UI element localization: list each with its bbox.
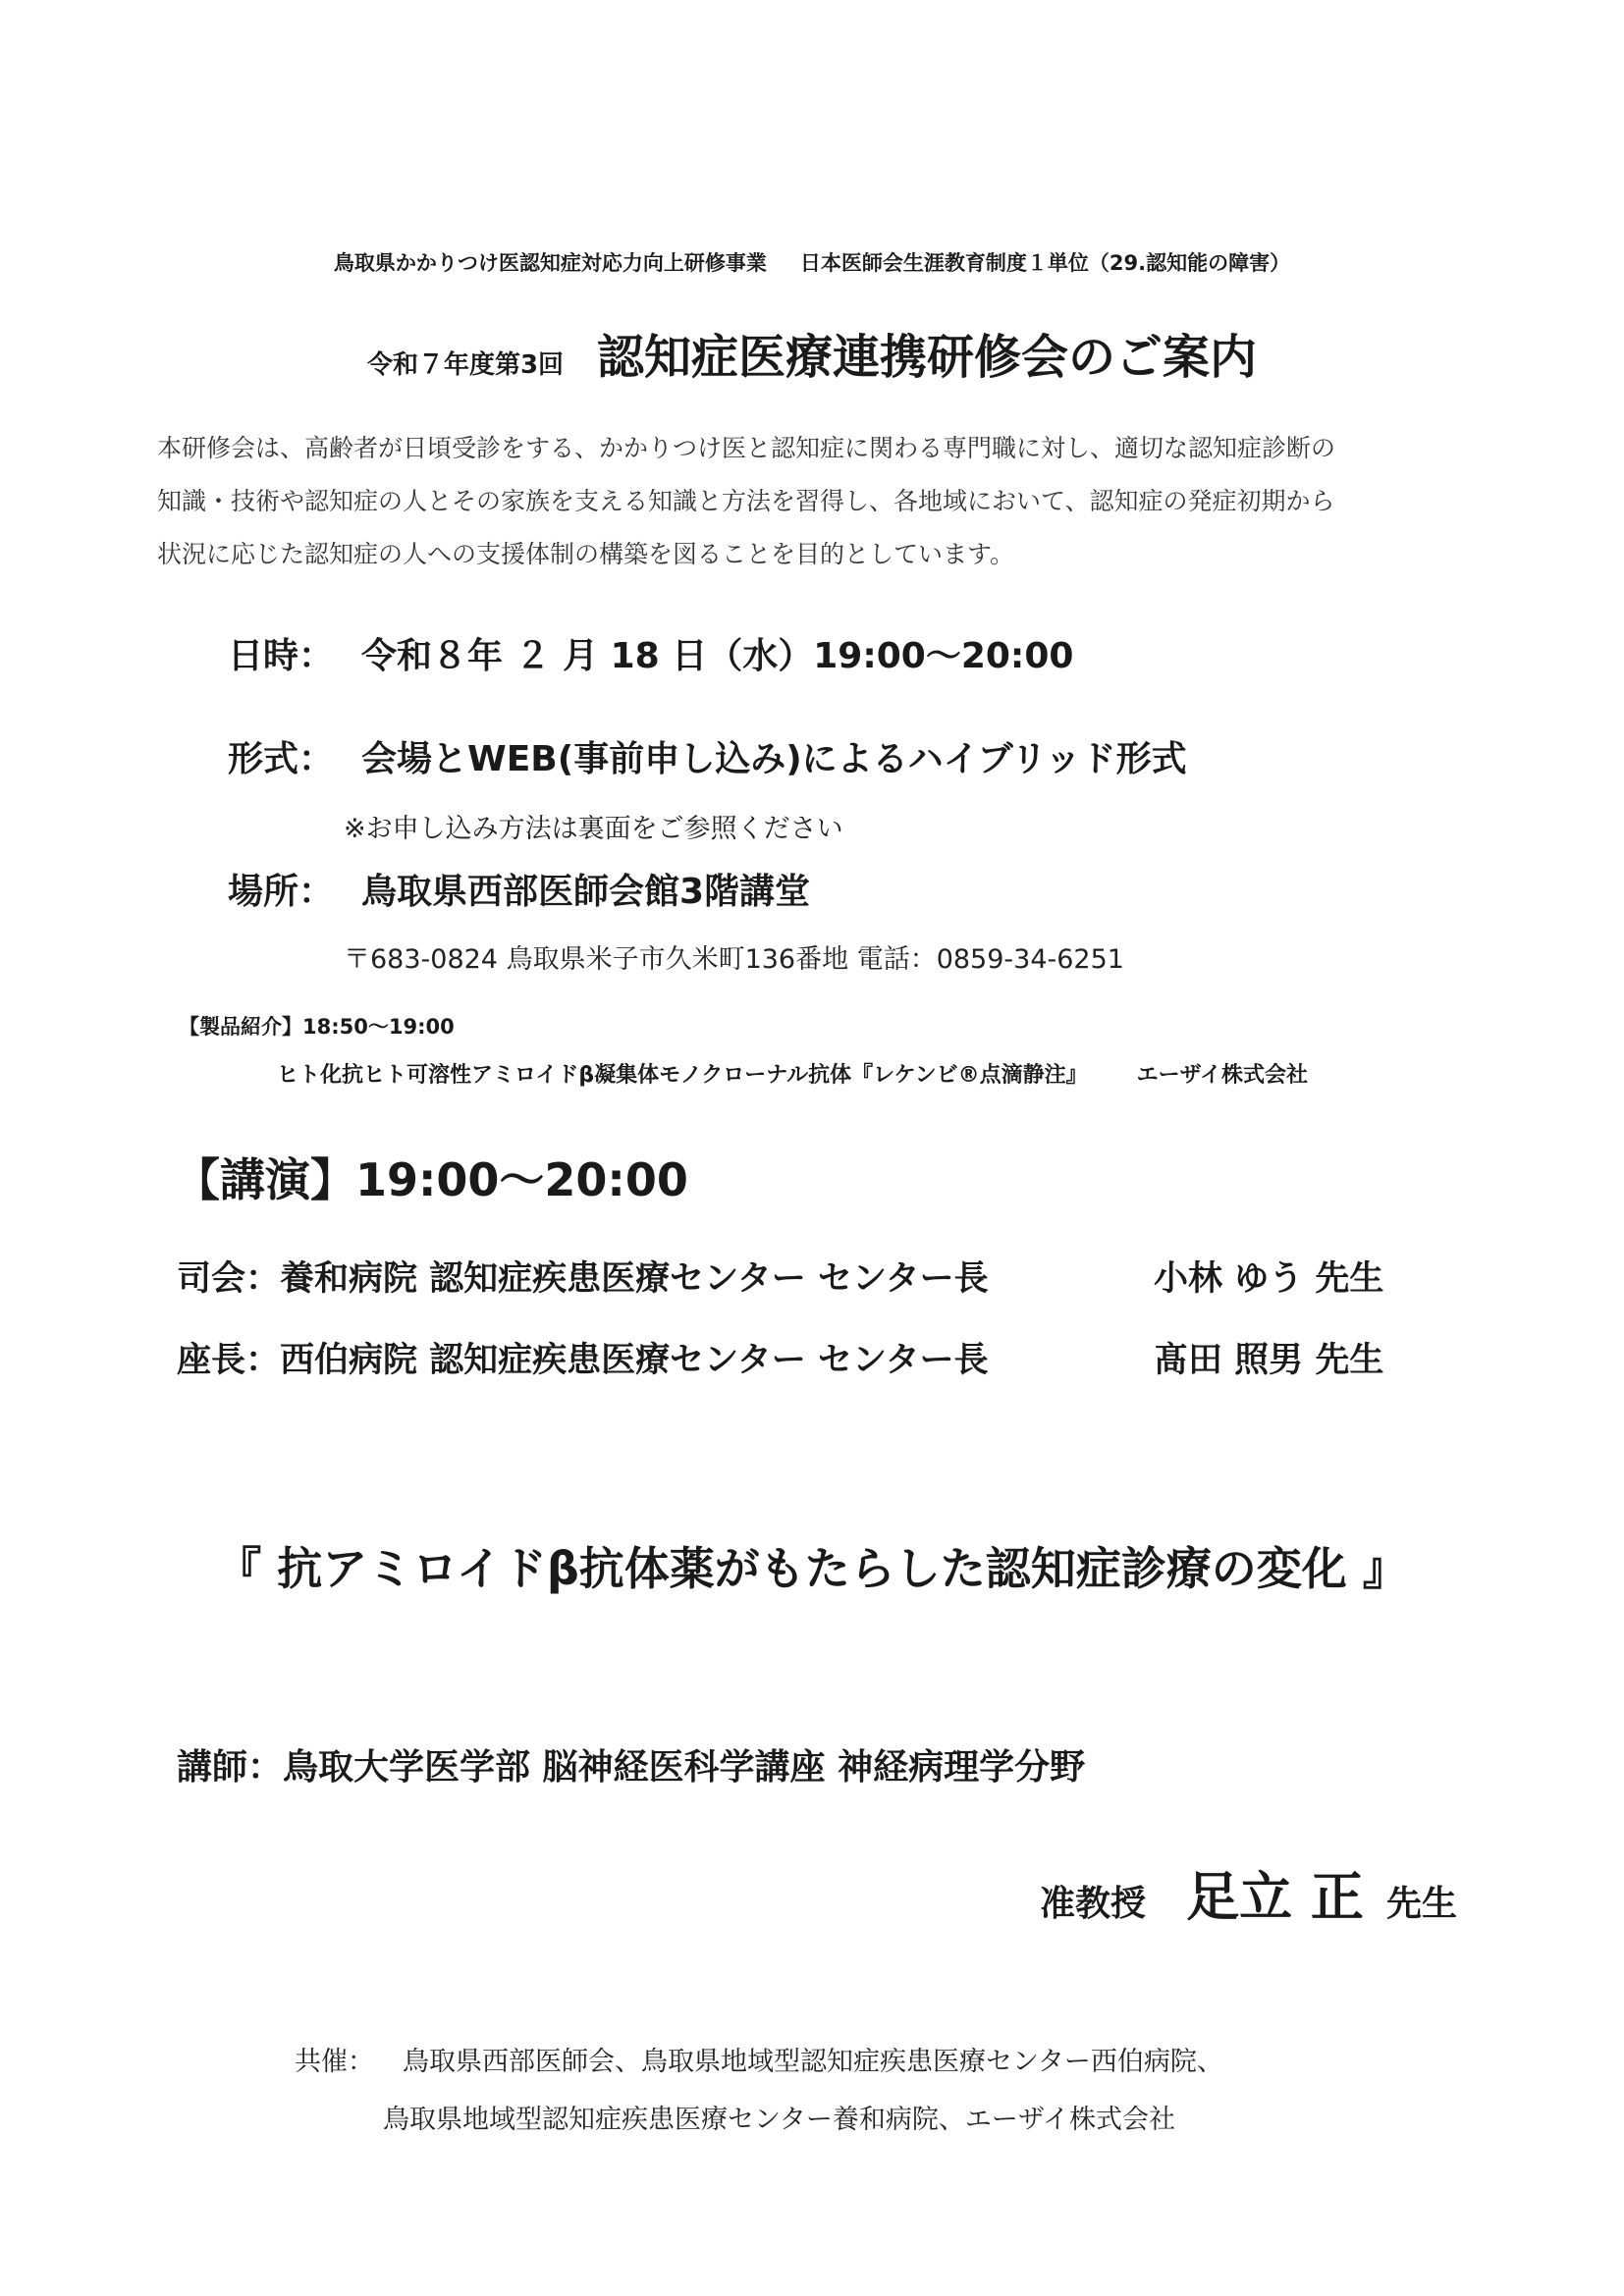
format-note: ※お申し込み方法は裏面をご参照ください [344, 814, 843, 844]
intro-line: 本研修会は、高齢者が日頃受診をする、かかりつけ医と認知症に関わる専門職に対し、適切な認知症診断の [157, 434, 1336, 462]
speaker-name: 足立 正 [1186, 1866, 1364, 1928]
intro-line: 知識・技術や認知症の人とその家族を支える知識と方法を習得し、各地域において、認知症の発症初期から [157, 487, 1335, 515]
format-label: 形式： [228, 739, 335, 779]
header-credit: 日本医師会生涯教育制度１単位（29.認知能の障害） [799, 251, 1291, 275]
cosponsors-line2: 鳥取県地域型認知症疾患医療センター養和病院、エーザイ株式会社 [383, 2105, 1176, 2135]
product-description: ヒト化抗ヒト可溶性アミロイドβ凝集体モノクローナル抗体『レケンビ®点滴静注』 [277, 1063, 1088, 1088]
title-main: 認知症医療連携研修会のご案内 [597, 330, 1258, 385]
datetime-value: 令和８年 ２ 月 18 日（水）19:00～20:00 [361, 636, 1074, 676]
chair-role: 座長：西伯病院 認知症疾患医療センター センター長 [177, 1341, 989, 1380]
header-program: 鳥取県かかりつけ医認知症対応力向上研修事業 [333, 251, 767, 275]
lecturer-affiliation: 講師：鳥取大学医学部 脳神経医科学講座 神経病理学分野 [177, 1747, 1086, 1788]
venue-address: 〒683-0824 鳥取県米子市久米町136番地 電話：0859-34-6251 [344, 944, 1124, 975]
intro-paragraph [157, 422, 1492, 581]
speaker-line [1040, 1855, 1457, 1931]
page-title [0, 319, 1624, 387]
cosponsors-line1: 鳥取県西部医師会、鳥取県地域型認知症疾患医療センター西伯病院、 [403, 2047, 1223, 2077]
product-company: エーザイ株式会社 [1136, 1063, 1309, 1088]
speaker-honorific: 先生 [1385, 1884, 1457, 1924]
product-heading: 【製品紹介】18:50～19:00 [179, 1015, 455, 1039]
venue-value: 鳥取県西部医師会館3階講堂 [361, 872, 811, 912]
speaker-title: 准教授 [1039, 1884, 1146, 1924]
moderator-role: 司会：養和病院 認知症疾患医療センター センター長 [177, 1259, 989, 1299]
lecture-theme: 『 抗アミロイドβ抗体薬がもたらした認知症診療の変化 』 [216, 1542, 1408, 1595]
datetime-label: 日時： [228, 636, 335, 676]
moderator-name: 小林 ゆう 先生 [1154, 1259, 1384, 1299]
intro-line: 状況に応じた認知症の人への支援体制の構築を図ることを目的としています。 [157, 540, 1015, 568]
venue-label: 場所： [228, 872, 335, 912]
header-line [0, 247, 1624, 277]
product-line [277, 1058, 1308, 1089]
chair-name: 髙田 照男 先生 [1154, 1341, 1384, 1380]
lecture-heading: 【講演】19:00～20:00 [175, 1153, 688, 1206]
cosponsors-label: 共催： [295, 2047, 374, 2077]
format-value: 会場とWEB(事前申し込み)によるハイブリッド形式 [361, 739, 1187, 779]
title-session: 令和７年度第3回 [366, 350, 565, 380]
